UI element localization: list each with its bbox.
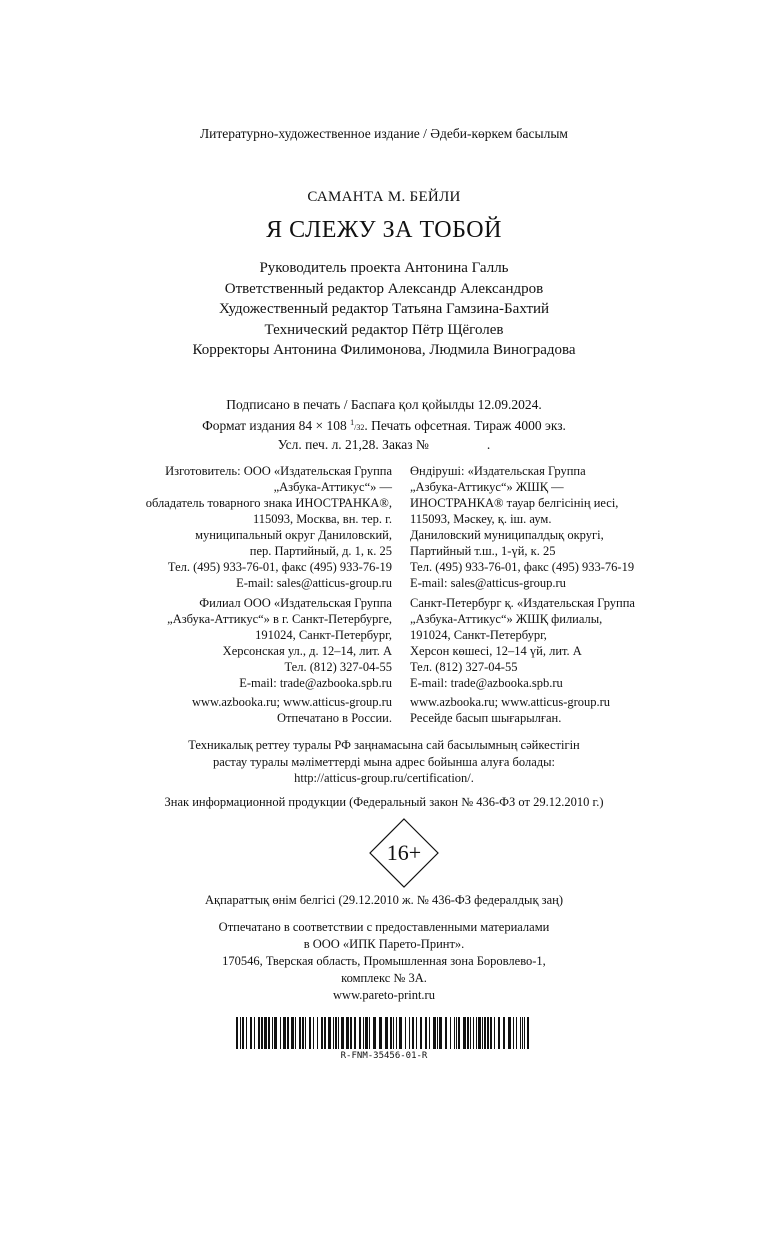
barcode-bar xyxy=(484,1017,486,1049)
barcode-bar xyxy=(390,1017,392,1049)
barcode-bar xyxy=(490,1017,492,1049)
manufacturer-kz-line: 115093, Мәскеу, қ. іш. аум. xyxy=(410,512,552,526)
barcode-bar xyxy=(393,1017,394,1049)
manufacturer-kz-line: Тел. (495) 933-76-01, факс (495) 933-76-19 xyxy=(410,560,635,574)
barcode-bar xyxy=(405,1017,406,1049)
barcode-bar xyxy=(291,1017,294,1049)
barcode-bar xyxy=(283,1017,286,1049)
barcode-bar xyxy=(302,1017,304,1049)
branch-ru xyxy=(167,595,392,691)
sheets-end: . xyxy=(486,437,491,452)
credit-tech-editor: Технический редактор Пётр Щёголев xyxy=(264,321,504,338)
barcode-bar xyxy=(520,1017,521,1049)
branch-kz xyxy=(410,595,635,691)
manufacturer-kz-line: „Азбука-Аттикус“» ЖШҚ — xyxy=(410,480,564,494)
barcode-bar xyxy=(379,1017,382,1049)
barcode-code: R-FNM-35456-01-R xyxy=(340,1051,428,1061)
barcode-bar xyxy=(385,1017,388,1049)
barcode-bar xyxy=(373,1017,376,1049)
barcode-bar xyxy=(470,1017,471,1049)
barcode-bar xyxy=(295,1017,296,1049)
barcode-bar xyxy=(433,1017,436,1049)
barcode-bar xyxy=(264,1017,267,1049)
credits-block xyxy=(0,258,768,361)
branch-kz-line: Санкт-Петербург қ. «Издательская Группа xyxy=(410,596,635,610)
barcode-bar xyxy=(420,1017,422,1049)
signed-to-print: Подписано в печать / Баспаға қол қойылды 12.09.2024. xyxy=(226,397,542,412)
barcode-bar xyxy=(240,1017,241,1049)
barcode-bar xyxy=(236,1017,238,1049)
branch-kz-line: „Азбука-Аттикус“» ЖШҚ филиалы, xyxy=(410,612,603,626)
barcode-bar xyxy=(338,1017,339,1049)
barcode-bar xyxy=(482,1017,483,1049)
barcode-bar xyxy=(498,1017,500,1049)
barcode-bar xyxy=(359,1017,361,1049)
branch-kz-line: E-mail: trade@azbooka.spb.ru xyxy=(410,676,563,690)
manufacturer-ru-line: муниципальный округ Даниловский, xyxy=(195,528,392,542)
age-rating: 16+ xyxy=(386,840,422,865)
manufacturer-kz-line: E-mail: sales@atticus-group.ru xyxy=(410,576,566,590)
barcode-bar xyxy=(261,1017,263,1049)
manufacturer-kz xyxy=(410,463,634,591)
law-sign: Знак информационной продукции (Федеральный закон № 436-ФЗ от 29.12.2010 г.) xyxy=(164,795,604,809)
barcode-bar xyxy=(369,1017,370,1049)
barcode-bar xyxy=(299,1017,301,1049)
barcode-bar xyxy=(363,1017,364,1049)
manufacturer-kz-line: Партийный т.ш., 1-үй, к. 25 xyxy=(410,544,556,558)
manufacturer-ru-line: Тел. (495) 933-76-01, факс (495) 933-76-19 xyxy=(167,560,392,574)
barcode-bar xyxy=(365,1017,368,1049)
barcode-bar xyxy=(513,1017,514,1049)
barcode-bar xyxy=(272,1017,273,1049)
branch-ru-line: 191024, Санкт-Петербург, xyxy=(255,628,392,642)
barcode-bar xyxy=(527,1017,529,1049)
printed-in-russia: Отпечатано в России. xyxy=(277,711,392,725)
barcode-bar xyxy=(309,1017,311,1049)
barcode-bar xyxy=(354,1017,356,1049)
barcode-bar xyxy=(305,1017,306,1049)
manufacturer-kz-line: ИНОСТРАНКА® тауар белгісінің иесі, xyxy=(410,496,619,510)
branch-kz-line: 191024, Санкт-Петербург, xyxy=(410,628,547,642)
barcode-bar xyxy=(280,1017,281,1049)
printer-line: комплекс № 3А. xyxy=(341,971,427,985)
barcode-bar xyxy=(242,1017,244,1049)
barcode-bar xyxy=(287,1017,289,1049)
branch-kz-line: Херсон көшесі, 12–14 үй, лит. А xyxy=(410,644,582,658)
printer-line: 170546, Тверская область, Промышленная зона Боровлево-1, xyxy=(222,954,546,968)
barcode-bar xyxy=(522,1017,523,1049)
barcode-bar xyxy=(516,1017,517,1049)
printer-line: в ООО «ИПК Парето-Принт». xyxy=(303,937,465,951)
manufacturer-ru-line: „Азбука-Аттикус“» — xyxy=(273,480,392,494)
barcode-bar xyxy=(416,1017,417,1049)
barcode-bar xyxy=(328,1017,331,1049)
websites-kz-line: www.azbooka.ru; www.atticus-group.ru xyxy=(410,695,611,709)
tech-regulation xyxy=(0,737,768,787)
branch-ru-line: E-mail: trade@azbooka.spb.ru xyxy=(239,676,392,690)
barcode-bar xyxy=(335,1017,337,1049)
barcode-bar xyxy=(324,1017,326,1049)
printed-in-russia-kz: Ресейде басып шығарылған. xyxy=(410,711,562,725)
websites-kz xyxy=(410,694,610,726)
format-sup: 1 xyxy=(350,417,355,427)
barcode-bar xyxy=(333,1017,334,1049)
manufacturer-ru-line: 115093, Москва, вн. тер. г. xyxy=(252,512,392,526)
printer-info xyxy=(0,919,768,1004)
barcode-bar xyxy=(313,1017,314,1049)
barcode-bar xyxy=(425,1017,427,1049)
barcode-bar xyxy=(268,1017,270,1049)
barcode-bar xyxy=(429,1017,430,1049)
barcode-bar xyxy=(467,1017,469,1049)
manufacturer-ru xyxy=(146,463,392,591)
credit-art-editor: Художественный редактор Татьяна Гамзина-Бахтий xyxy=(218,301,550,317)
barcode-bar xyxy=(317,1017,318,1049)
credit-project-manager: Руководитель проекта Антонина Галль xyxy=(259,260,509,276)
barcode-bar xyxy=(437,1017,438,1049)
barcode-bar xyxy=(409,1017,410,1049)
printer-line: Отпечатано в соответствии с предоставленными материалами xyxy=(218,920,550,934)
barcode-bar xyxy=(250,1017,252,1049)
author-name: САМАНТА М. БЕЙЛИ xyxy=(307,189,461,205)
barcode-bar xyxy=(258,1017,260,1049)
barcode-bar xyxy=(454,1017,455,1049)
barcode-bar xyxy=(254,1017,255,1049)
credit-correctors: Корректоры Антонина Филимонова, Людмила Виноградова xyxy=(192,342,576,358)
barcode-bar xyxy=(246,1017,247,1049)
manufacturer-ru-line: пер. Партийный, д. 1, к. 25 xyxy=(249,544,392,558)
barcode-bar xyxy=(350,1017,352,1049)
barcode-bar xyxy=(503,1017,505,1049)
barcode-bar xyxy=(399,1017,402,1049)
manufacturer-ru-line: E-mail: sales@atticus-group.ru xyxy=(236,576,392,590)
barcode-bar xyxy=(476,1017,477,1049)
tech-regulation-url: http://atticus-group.ru/certification/. xyxy=(294,771,474,785)
format-line xyxy=(0,414,768,437)
manufacturer-ru-line: Изготовитель: ООО «Издательская Группа xyxy=(165,464,392,478)
manufacturer-kz-line: Өндіруші: «Издательская Группа xyxy=(410,464,586,478)
barcode-bar xyxy=(445,1017,447,1049)
print-info xyxy=(0,396,768,454)
credit-editor: Ответственный редактор Александр Александров xyxy=(224,280,544,297)
manufacturer-kz-line: Даниловский муниципалдық округі, xyxy=(410,528,604,542)
sheets-line xyxy=(0,436,768,454)
manufacturer-ru-line: обладатель товарного знака ИНОСТРАНКА®, xyxy=(145,496,392,510)
branch-kz-line: Тел. (812) 327-04-55 xyxy=(410,660,518,674)
tech-regulation-line: растау туралы мәліметтерді мына адрес бойынша алуға болады: xyxy=(212,754,556,769)
websites-ru xyxy=(192,694,392,726)
barcode-bar xyxy=(439,1017,442,1049)
barcode xyxy=(236,1017,532,1049)
format-suffix: . Печать офсетная. Тираж 4000 экз. xyxy=(364,417,566,433)
sheets-text: Усл. печ. л. 21,28. Заказ № xyxy=(277,437,429,452)
barcode-bar xyxy=(487,1017,489,1049)
barcode-bar xyxy=(456,1017,457,1049)
branch-ru-line: Филиал ООО «Издательская Группа xyxy=(199,596,392,610)
barcode-bar xyxy=(346,1017,349,1049)
barcode-bar xyxy=(473,1017,474,1049)
barcode-bar xyxy=(274,1017,277,1049)
barcode-bar xyxy=(458,1017,460,1049)
barcode-bar xyxy=(524,1017,525,1049)
barcode-bar xyxy=(450,1017,451,1049)
barcode-bar xyxy=(321,1017,323,1049)
format-prefix: Формат издания 84 × 108 xyxy=(202,417,351,433)
barcode-bar xyxy=(396,1017,397,1049)
barcode-bar xyxy=(412,1017,414,1049)
tech-regulation-line: Техникалық реттеу туралы РФ заңнамасына сай басылымның сәйкестігін xyxy=(188,738,580,752)
branch-ru-line: Херсонская ул., д. 12–14, лит. А xyxy=(222,644,392,658)
branch-ru-line: Тел. (812) 327-04-55 xyxy=(284,660,392,674)
barcode-bar xyxy=(478,1017,481,1049)
websites-ru-line: www.azbooka.ru; www.atticus-group.ru xyxy=(191,695,392,709)
format-sub: /32 xyxy=(354,422,365,432)
barcode-bar xyxy=(463,1017,466,1049)
edition-type: Литературно-художественное издание / Әдеби-көркем басылым xyxy=(200,126,568,141)
kz-info-sign: Ақпараттық өнім белгісі (29.12.2010 ж. № 436-ФЗ федералдық заң) xyxy=(205,893,563,907)
barcode-bar xyxy=(341,1017,344,1049)
printer-url: www.pareto-print.ru xyxy=(333,988,435,1002)
barcode-bar xyxy=(508,1017,511,1049)
barcode-bar xyxy=(494,1017,495,1049)
book-title: Я СЛЕЖУ ЗА ТОБОЙ xyxy=(266,217,502,243)
branch-ru-line: „Азбука-Аттикус“» в г. Санкт-Петербурге, xyxy=(167,612,392,626)
